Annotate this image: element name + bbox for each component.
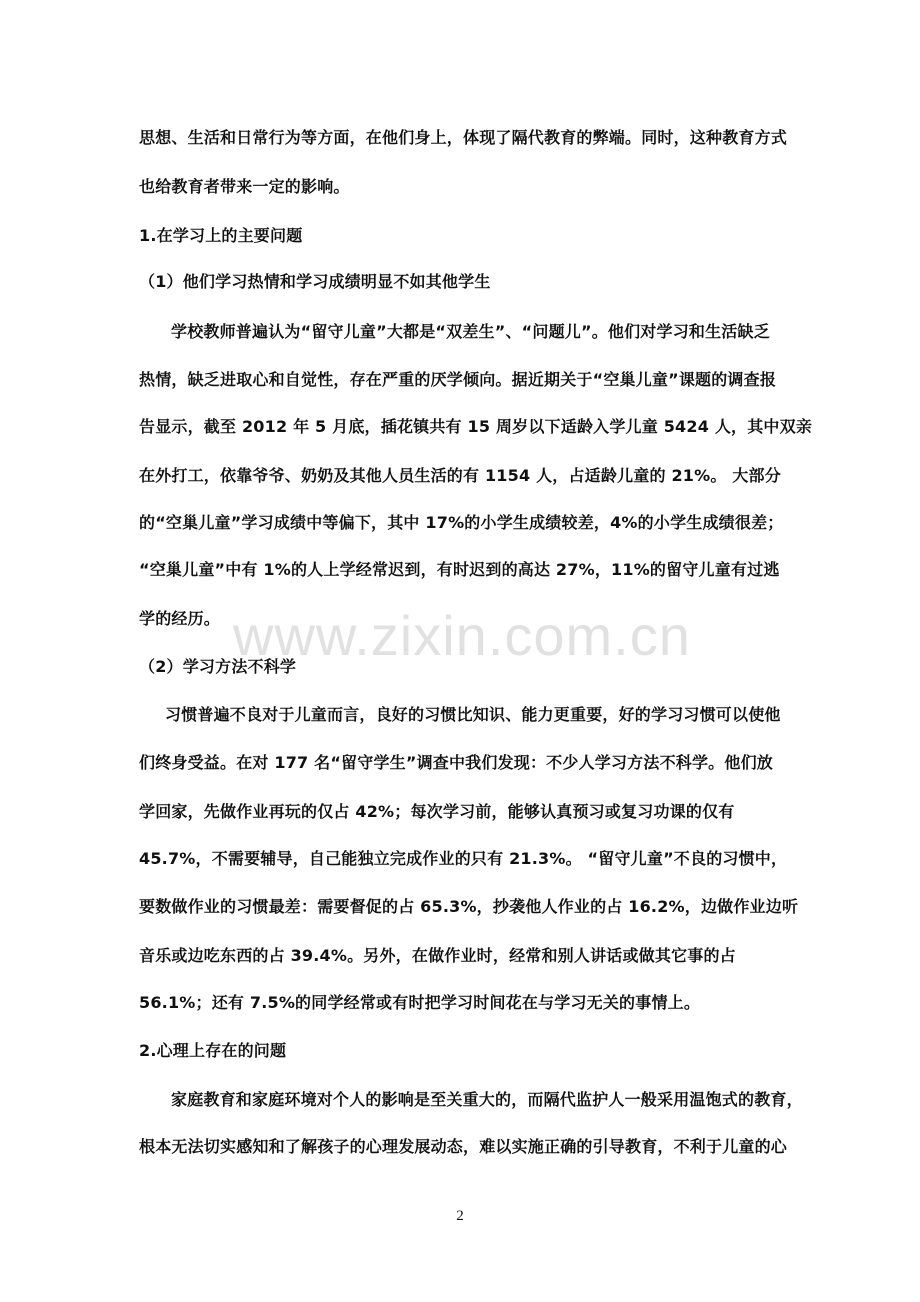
paragraph-line: 告显示，截至 2012 年 5 月底，插花镇共有 15 周岁以下适龄入学儿童 5424 人，其中双亲 (139, 417, 813, 436)
paragraph-line: 的“空巢儿童”学习成绩中等偏下，其中 17%的小学生成绩较差，4%的小学生成绩很差； (139, 513, 784, 532)
paragraph-line: 思想、生活和日常行为等方面，在他们身上，体现了隔代教育的弊端。同时，这种教育方式 (139, 128, 788, 147)
subsection-heading: （1）他们学习热情和学习成绩明显不如其他学生 (139, 272, 491, 291)
section-heading: 2.心理上存在的问题 (139, 1041, 287, 1060)
paragraph-line: 根本无法切实感知和了解孩子的心理发展动态，难以实施正确的引导教育，不利于儿童的心 (139, 1137, 788, 1156)
paragraph-line: 56.1%；还有 7.5%的同学经常或有时把学习时间花在与学习无关的事情上。 (139, 993, 701, 1012)
section-heading: 1.在学习上的主要问题 (139, 226, 303, 245)
paragraph-line: 热情，缺乏进取心和自觉性，存在严重的厌学倾向。据近期关于“空巢儿童”课题的调查报 (139, 370, 777, 389)
page-number: 2 (456, 1208, 464, 1224)
paragraph-line: 音乐或边吃东西的占 39.4%。另外，在做作业时，经常和别人讲话或做其它事的占 (139, 946, 736, 965)
paragraph-line: “空巢儿童”中有 1%的人上学经常迟到，有时迟到的高达 27%，11%的留守儿童有过逃 (139, 560, 780, 579)
paragraph-line: 们终身受益。在对 177 名“留守学生”调查中我们发现：不少人学习方法不科学。他们放 (139, 753, 773, 772)
paragraph-line: 家庭教育和家庭环境对个人的影响是至关重大的，而隔代监护人一般采用温饱式的教育， (171, 1090, 803, 1109)
watermark-text: www.zixin.com.cn (233, 604, 691, 667)
paragraph-line: 在外打工，依靠爷爷、奶奶及其他人员生活的有 1154 人，占适龄儿童的 21%。 大部分 (139, 466, 781, 485)
paragraph-line: 习惯普遍不良对于儿童而言，良好的习惯比知识、能力更重要，好的学习习惯可以使他 (165, 705, 781, 724)
paragraph-line: 也给教育者带来一定的影响。 (139, 177, 350, 196)
paragraph-line: 45.7%，不需要辅导，自己能独立完成作业的只有 21.3%。 “留守儿童”不良的习惯中， (139, 849, 788, 868)
paragraph-line: 学的经历。 (139, 609, 221, 628)
subsection-heading: （2）学习方法不科学 (139, 657, 297, 676)
paragraph-line: 学回家，先做作业再玩的仅占 42%；每次学习前，能够认真预习或复习功课的仅有 (139, 802, 735, 821)
paragraph-line: 要数做作业的习惯最差：需要督促的占 65.3%，抄袭他人作业的占 16.2%，边做作业边听 (139, 897, 799, 916)
paragraph-line: 学校教师普遍认为“留守儿童”大都是“双差生”、“问题儿”。他们对学习和生活缺乏 (171, 322, 770, 341)
